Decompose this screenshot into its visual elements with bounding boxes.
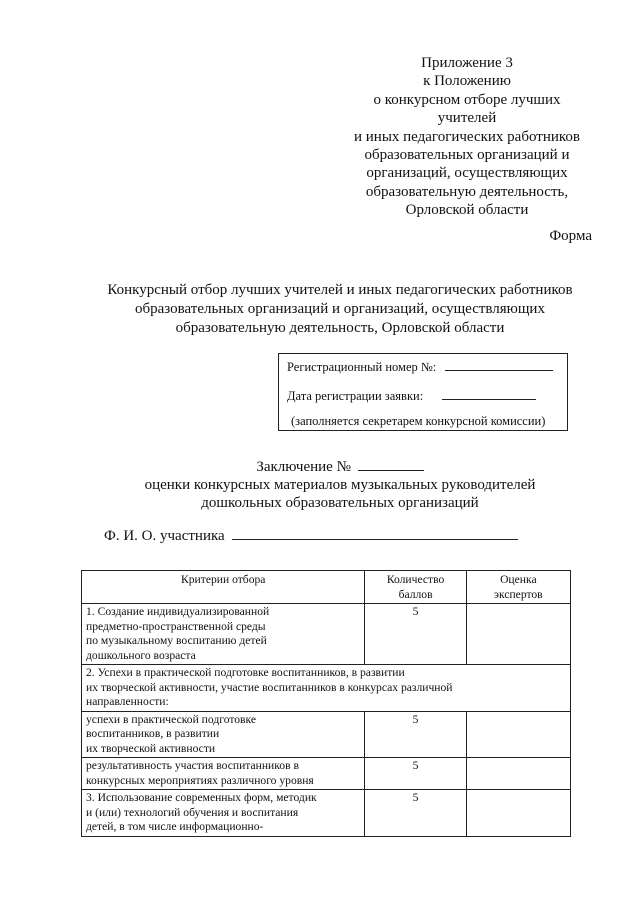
points-cell: 5 — [365, 604, 466, 665]
appendix-line: Приложение 3 — [421, 55, 513, 71]
participant-row — [104, 525, 518, 545]
conclusion-heading-row — [100, 456, 580, 476]
appendix-line: образовательную деятельность, — [365, 183, 569, 200]
conclusion-block — [100, 456, 580, 512]
registration-date-field[interactable] — [442, 387, 536, 400]
registration-box — [278, 353, 568, 431]
appendix-line: к Положению — [423, 73, 511, 90]
section-cell: 2. Успехи в практической подготовке воспитанников, в развитии их творческой активности, участие воспитанников в конкурсах различной направленности: — [82, 665, 571, 712]
conclusion-heading: Заключение № — [256, 459, 351, 475]
points-cell: 5 — [365, 790, 466, 837]
criterion-cell: успехи в практической подготовке воспитанников, в развитии их творческой активности — [82, 711, 365, 758]
registration-date-row — [287, 387, 536, 404]
appendix-header — [340, 54, 594, 220]
appendix-line: образовательных организаций и — [364, 147, 570, 164]
points-cell: 5 — [365, 711, 466, 758]
appendix-line: о конкурсном отборе лучших — [373, 91, 561, 108]
table-row — [82, 758, 571, 790]
appendix-line: организаций, осуществляющих — [366, 165, 568, 182]
header-points: Количество баллов — [365, 571, 466, 604]
participant-name-field[interactable] — [232, 525, 518, 540]
expert-score-cell[interactable] — [466, 790, 570, 837]
title-line: образовательных организаций и организаций, осуществляющих — [135, 301, 545, 317]
form-label: Форма — [549, 228, 592, 244]
points-cell: 5 — [365, 758, 466, 790]
registration-number-row — [287, 358, 553, 375]
appendix-line: учителей — [437, 110, 497, 127]
table-row — [82, 711, 571, 758]
table-header-row — [82, 571, 571, 604]
table-section-row — [82, 665, 571, 712]
criteria-table — [81, 570, 571, 837]
header-criteria: Критерии отбора — [82, 571, 365, 604]
expert-score-cell[interactable] — [466, 711, 570, 758]
registration-note: (заполняется секретарем конкурсной комиссии) — [291, 414, 546, 428]
expert-score-cell[interactable] — [466, 758, 570, 790]
expert-score-cell[interactable] — [466, 604, 570, 665]
appendix-line: Орловской области — [405, 202, 529, 219]
registration-number-field[interactable] — [445, 358, 553, 371]
appendix-line: и иных педагогических работников — [353, 128, 580, 145]
criterion-cell: результативность участия воспитанников в конкурсных мероприятиях различного уровня — [82, 758, 365, 790]
conclusion-line: оценки конкурсных материалов музыкальных руководителей — [144, 477, 536, 493]
title-line: Конкурсный отбор лучших учителей и иных педагогических работников — [107, 282, 573, 298]
registration-number-label: Регистрационный номер №: — [287, 360, 437, 374]
conclusion-number-field[interactable] — [358, 456, 424, 471]
table-row — [82, 790, 571, 837]
header-expert: Оценка экспертов — [466, 571, 570, 604]
title-line: образовательную деятельность, Орловской области — [175, 320, 505, 336]
document-title — [60, 281, 620, 338]
conclusion-line: дошкольных образовательных организаций — [201, 495, 479, 511]
registration-date-label: Дата регистрации заявки: — [287, 389, 424, 403]
table-row — [82, 604, 571, 665]
criterion-cell: 1. Создание индивидуализированной предметно-пространственной среды по музыкальному воспитанию детей дошкольного возраста — [82, 604, 365, 665]
criterion-cell: 3. Использование современных форм, методик и (или) технологий обучения и воспитания детей, в том числе информационно- — [82, 790, 365, 837]
participant-label: Ф. И. О. участника — [104, 528, 225, 544]
